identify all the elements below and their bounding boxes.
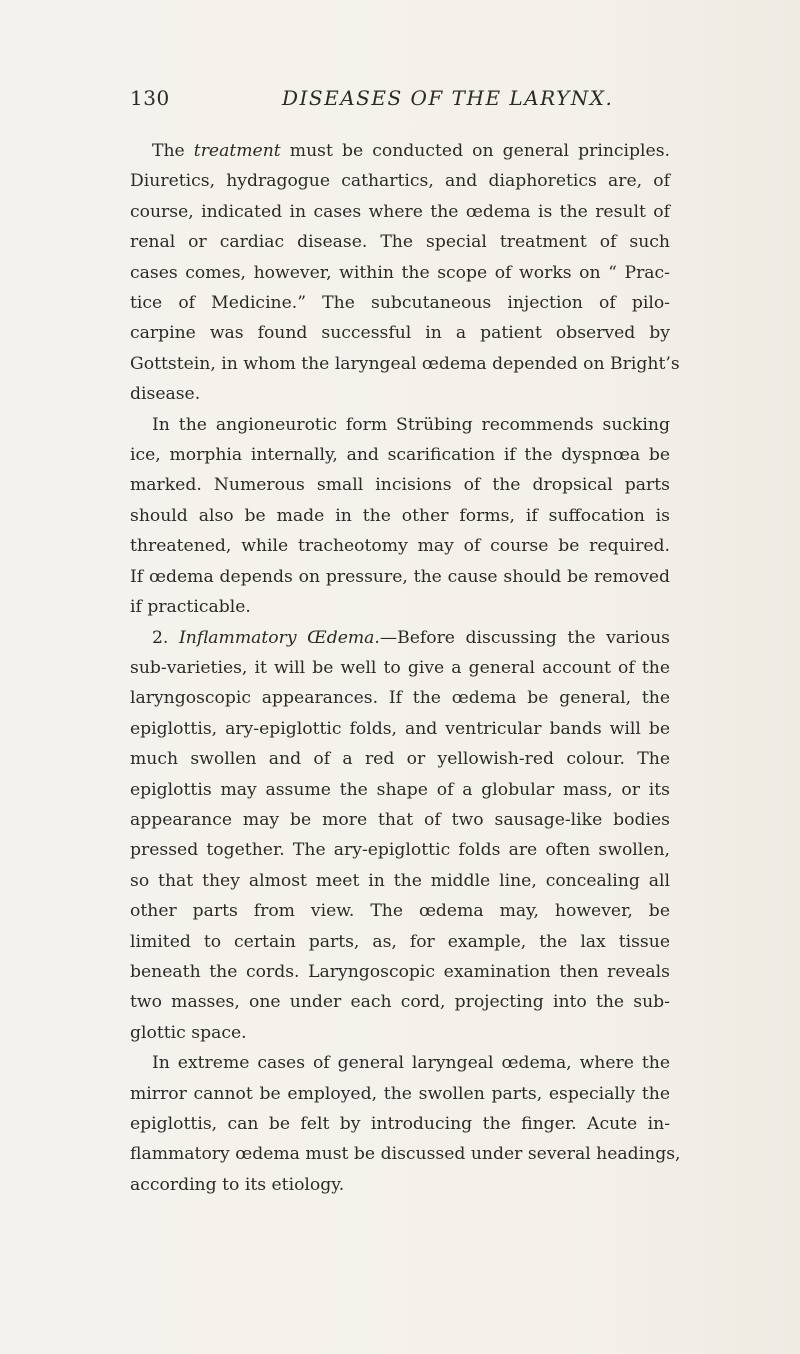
text-line xyxy=(130,1109,670,1139)
italic-text: treatment xyxy=(193,141,281,161)
text-line xyxy=(130,166,670,196)
text-line xyxy=(130,1048,670,1078)
text-segment: threatened, while tracheotomy may of course be required. xyxy=(130,536,670,557)
text-segment: according to its etiology. xyxy=(130,1174,345,1195)
text-line xyxy=(130,592,670,622)
text-line xyxy=(130,349,680,379)
text-line xyxy=(130,714,670,744)
text-line xyxy=(130,379,670,409)
text-line xyxy=(130,957,670,987)
text-line xyxy=(130,683,670,713)
text-segment: much swollen and of a red or yellowish-red colour. The xyxy=(130,749,670,770)
text-line xyxy=(130,835,670,865)
text-segment: —Before discussing the various xyxy=(379,627,670,648)
text-line xyxy=(130,866,670,896)
text-line xyxy=(130,775,670,805)
text-line xyxy=(130,1139,681,1169)
text-segment: other parts from view. The œdema may, however, be xyxy=(130,901,670,922)
text-line xyxy=(130,1018,670,1048)
text-segment: Diuretics, hydragogue cathartics, and diaphoretics are, of xyxy=(130,171,670,192)
text-segment: marked. Numerous small incisions of the dropsical parts xyxy=(130,475,670,496)
text-line xyxy=(130,258,670,288)
text-segment: The xyxy=(152,141,194,161)
text-line xyxy=(130,136,670,166)
text-segment: sub-varieties, it will be well to give a general account of the xyxy=(130,657,670,678)
text-segment: epiglottis, can be felt by introducing the finger. Acute in- xyxy=(130,1114,670,1134)
text-line xyxy=(130,197,670,227)
text-line xyxy=(130,623,670,653)
text-line xyxy=(130,987,670,1017)
text-line xyxy=(130,1170,670,1200)
text-segment: appearance may be more that of two sausage-like bodies xyxy=(130,809,670,830)
text-line xyxy=(130,227,670,257)
text-line xyxy=(130,440,670,470)
text-segment: so that they almost meet in the middle line, concealing all xyxy=(130,870,670,891)
text-line xyxy=(130,288,670,318)
text-line xyxy=(130,744,670,774)
text-segment: renal or cardiac disease. The special treatment of such xyxy=(130,232,670,253)
text-line xyxy=(130,531,670,561)
running-title: DISEASES OF THE LARYNX. xyxy=(282,86,614,110)
italic-text: Inflammatory Œdema. xyxy=(178,627,380,648)
text-segment: cases comes, however, within the scope of works on “ Prac- xyxy=(130,262,670,283)
text-segment: In extreme cases of general laryngeal œdema, where the xyxy=(152,1053,670,1074)
text-segment: mirror cannot be employed, the swollen parts, especially the xyxy=(130,1083,670,1104)
text-line xyxy=(130,927,670,957)
text-segment: pressed together. The ary-epiglottic folds are often swollen, xyxy=(130,840,670,861)
text-line xyxy=(130,896,670,926)
text-segment: 2. xyxy=(152,627,179,648)
text-segment: carpine was found successful in a patient observed by xyxy=(130,323,670,344)
text-segment: Gottstein, in whom the laryngeal œdema depended on Bright’s xyxy=(130,353,680,374)
text-segment: glottic space. xyxy=(130,1022,247,1043)
text-line xyxy=(130,501,670,531)
text-segment: beneath the cords. Laryngoscopic examination then reveals xyxy=(130,961,670,982)
page-header xyxy=(130,86,670,116)
text-line xyxy=(130,805,670,835)
body-text xyxy=(130,136,681,1200)
text-segment: In the angioneurotic form Strübing recommends sucking xyxy=(152,414,670,435)
text-line xyxy=(130,318,670,348)
text-segment: limited to certain parts, as, for example, the lax tissue xyxy=(130,931,670,952)
text-segment: course, indicated in cases where the œdema is the result of xyxy=(130,201,670,222)
page-number: 130 xyxy=(130,86,170,110)
text-segment: tice of Medicine.” The subcutaneous injection of pilo- xyxy=(130,293,670,314)
text-segment: if practicable. xyxy=(130,597,251,618)
text-segment: epiglottis may assume the shape of a globular mass, or its xyxy=(130,779,670,800)
text-segment: must be conducted on general principles. xyxy=(280,141,670,161)
text-line xyxy=(130,653,670,683)
text-segment: should also be made in the other forms, if suffocation is xyxy=(130,505,670,526)
text-segment: disease. xyxy=(130,384,201,405)
text-line xyxy=(130,410,670,440)
text-segment: epiglottis, ary-epiglottic folds, and ventricular bands will be xyxy=(130,718,670,739)
text-segment: If œdema depends on pressure, the cause should be removed xyxy=(130,566,670,587)
text-line xyxy=(130,562,670,592)
text-segment: two masses, one under each cord, projecting into the sub- xyxy=(130,992,670,1013)
text-line xyxy=(130,470,670,500)
text-segment: flammatory œdema must be discussed under several headings, xyxy=(130,1144,681,1165)
text-segment: ice, morphia internally, and scarification if the dyspnœa be xyxy=(130,445,670,466)
text-line xyxy=(130,1079,670,1109)
text-segment: laryngoscopic appearances. If the œdema be general, the xyxy=(130,688,670,709)
